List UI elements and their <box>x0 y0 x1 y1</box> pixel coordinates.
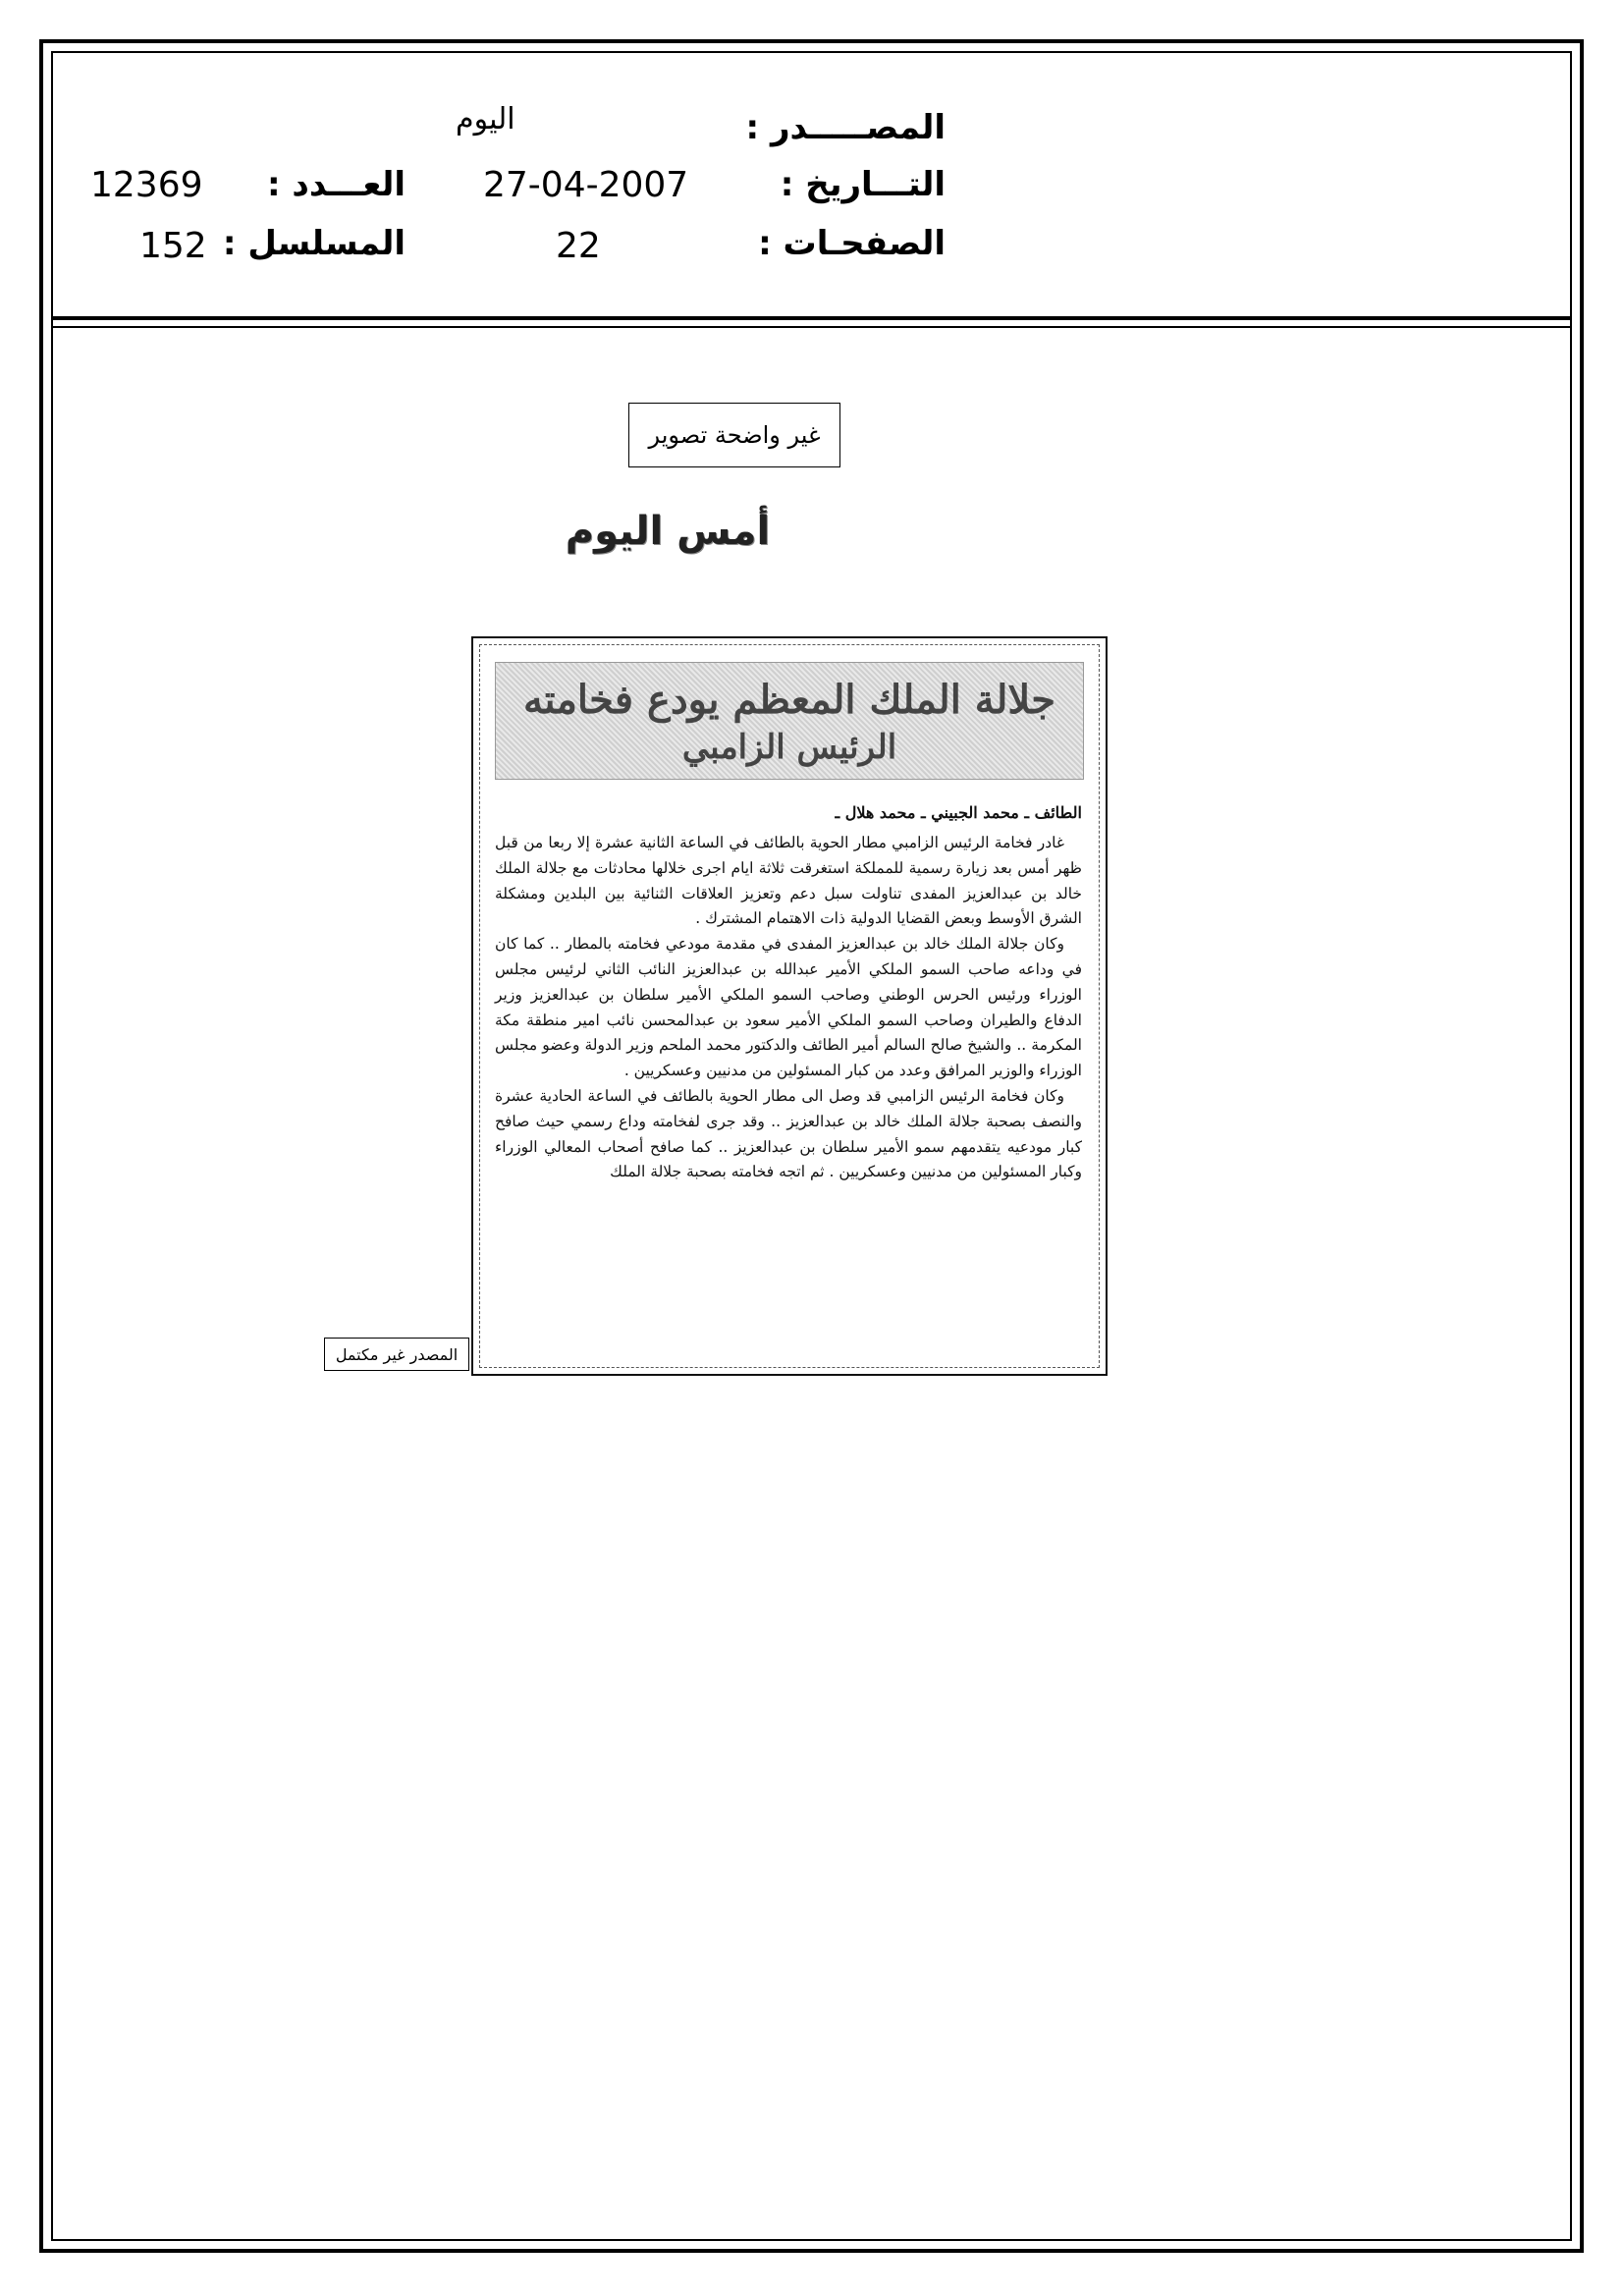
date-value: 27-04-2007 <box>483 165 689 205</box>
pages-value: 22 <box>556 226 601 266</box>
article-paragraph: وكان فخامة الرئيس الزامبي قد وصل الى مطار الحوية بالطائف في الساعة الحادية عشرة والنصف بصحبة جلالة الملك خالد بن عبدالعزيز .. وقد جرى لفخامته وداع رسمي حيث صافح كبار مودعيه يتقدمهم سمو الأمير سلطان بن عبدالعزيز .. كما صافح أصحاب المعالي الوزراء وكبار المسئولين من مدنيين وعسكريين . ثم اتجه فخامته بصحبة جلالة الملك <box>495 1086 1082 1181</box>
article-paragraph: غادر فخامة الرئيس الزامبي مطار الحوية بالطائف في الساعة الثانية عشرة إلا ربعا من قبل ظهر أمس بعد زيارة رسمية للمملكة استغرقت ثلاثة ايام اجرى خلالها محادثات مع جلالة الملك خالد بن عبدالعزيز المفدى تناولت سبل دعم وتعزيز العلاقات الثنائية بين البلدين ومشكلة الشرق الأوسط وبعض القضايا الدولية ذات الاهتمام المشترك . <box>495 834 1082 928</box>
issue-value: 12369 <box>90 165 203 205</box>
article-paragraph: وكان جلالة الملك خالد بن عبدالعزيز المفدى في مقدمة مودعي فخامته بالمطار .. كما كان في وداعه صاحب السمو الملكي الأمير عبدالله بن عبدالعزيز النائب الثاني لرئيس مجلس الوزراء ورئيس الحرس الوطني وصاحب السمو الملكي الأمير سلطان بن عبدالعزيز وزير الدفاع والطيران وصاحب السمو الملكي الأمير سعود بن عبدالمحسن نائب امير منطقة مكة المكرمة .. والشيخ صالح السالم أمير الطائف والدكتور محمد الملحم وزير الدولة وعضو مجلس الوزراء والوزير المرافق وعدد من كبار المسئولين من مدنيين وعسكريين . <box>495 935 1082 1080</box>
serial-label: المسلسل : <box>222 224 406 263</box>
clipping-article <box>495 831 1082 1185</box>
newspaper-clipping <box>471 636 1108 1376</box>
clipping-section-title: أمس اليوم <box>565 509 771 554</box>
clipping-headline-band <box>495 662 1084 780</box>
pages-label: الصفحـات : <box>758 224 946 263</box>
clipping-subheadline: الرئيس الزامبي <box>681 728 897 767</box>
clipping-byline: الطائف ـ محمد الجبيني ـ محمد هلال ـ <box>835 803 1082 822</box>
incomplete-source-note: المصدر غير مكتمل <box>324 1338 469 1371</box>
unclear-photo-note: غير واضحة تصوير <box>628 403 840 467</box>
issue-label: العـــدد : <box>267 165 406 204</box>
source-label: المصـــــدر : <box>745 108 946 147</box>
header-separator-thin <box>51 326 1572 328</box>
source-value: اليوم <box>456 102 515 137</box>
header-separator <box>51 316 1572 320</box>
clipping-headline: جلالة الملك المعظم يودع فخامته <box>522 677 1055 723</box>
date-label: التـــاريخ : <box>780 165 946 204</box>
serial-value: 152 <box>139 226 207 266</box>
